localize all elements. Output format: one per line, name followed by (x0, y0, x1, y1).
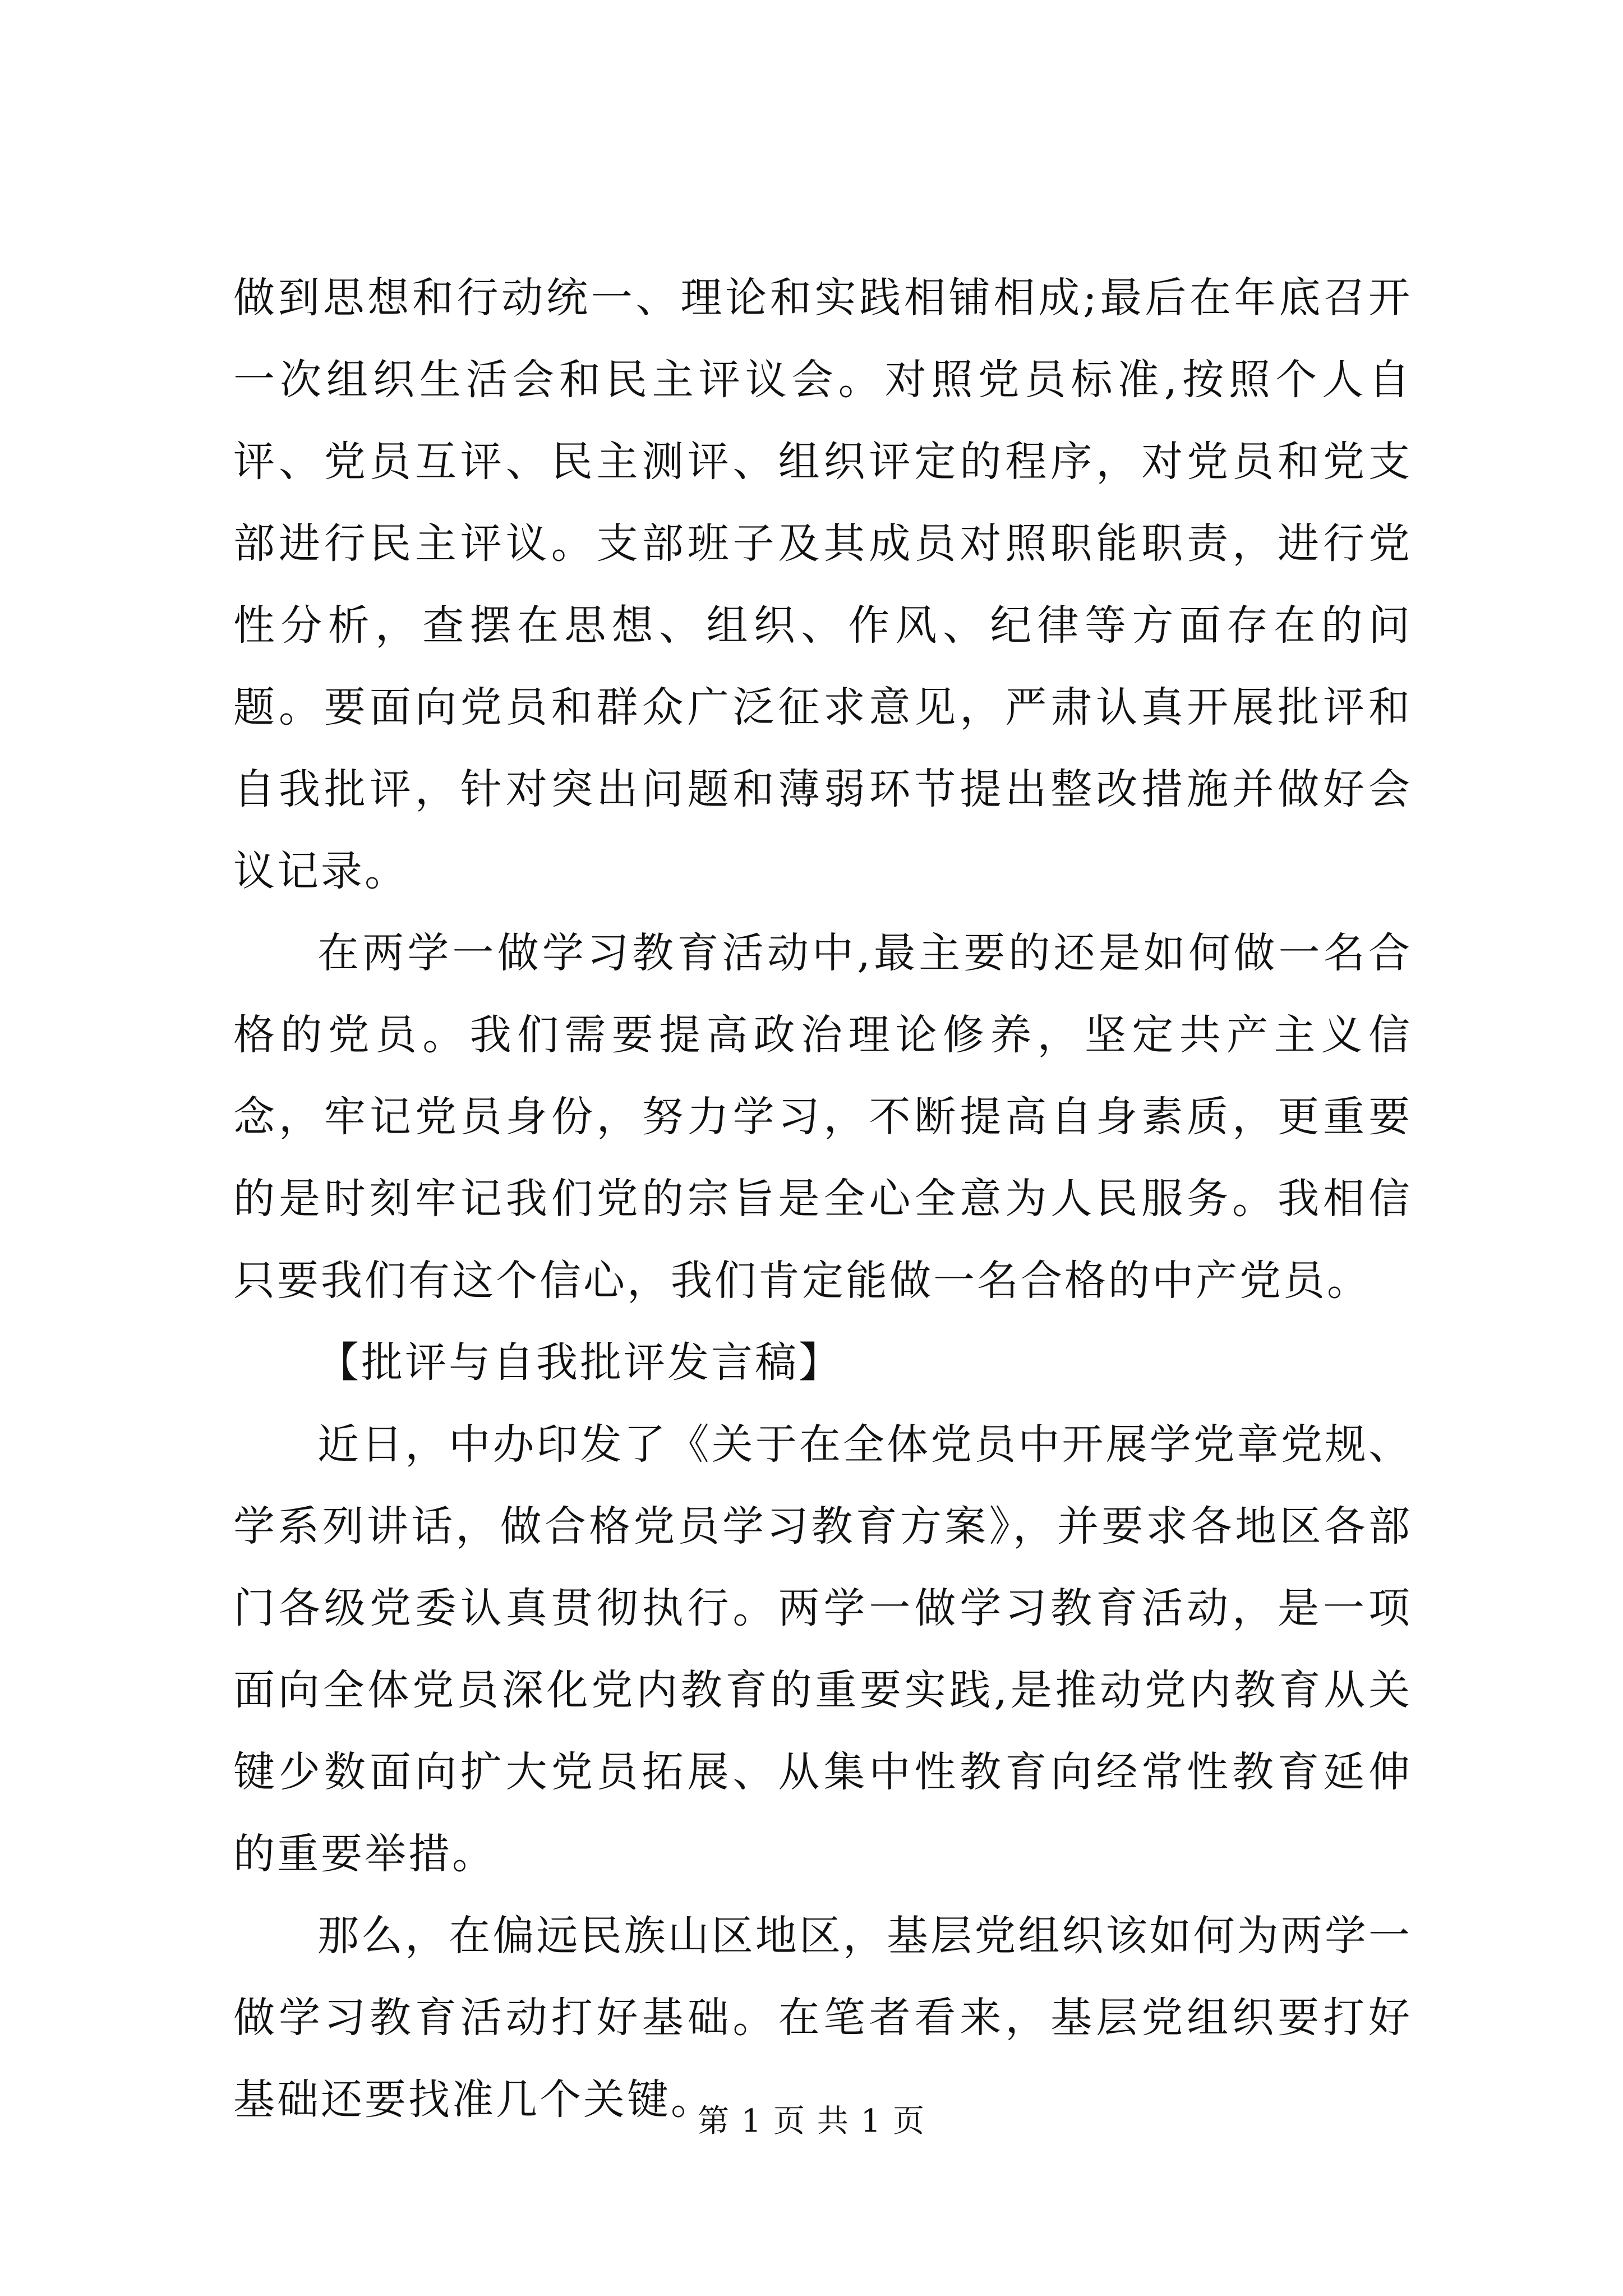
page-number-footer: 第 1 页 共 1 页 (697, 2103, 926, 2139)
document-body (233, 257, 1412, 2141)
section-heading: 【批评与自我批评发言稿】 (317, 1338, 842, 1387)
paragraph-qualified-member: 在两学一做学习教育活动中,最主要的还是如何做一名合格的党员。我们需要提高政治理论修养，坚定共产主义信念，牢记党员身份，努力学习，不断提高自身素质，更重要的是时刻牢记我们党的宗旨是全心全意为人民服务。我相信只要我们有这个信心，我们肯定能做一名合格的中产党员。 (233, 929, 1412, 1305)
paragraph-continuation: 做到思想和行动统一、理论和实践相铺相成;最后在年底召开一次组织生活会和民主评议会。对照党员标准,按照个人自评、党员互评、民主测评、组织评定的程序，对党员和党支部进行民主评议。支部班子及其成员对照职能职责，进行党性分析，查摆在思想、组织、作风、纪律等方面存在的问题。要面向党员和群众广泛征求意见，严肃认真开展批评和自我批评，针对突出问题和薄弱环节提出整改措施并做好会议记录。 (233, 274, 1412, 895)
paragraph-grassroots: 那么，在偏远民族山区地区，基层党组织该如何为两学一做学习教育活动打好基础。在笔者看来，基层党组织要打好基础还要找准几个关键。 (233, 1912, 1412, 2124)
paragraph-notice: 近日，中办印发了《关于在全体党员中开展学党章党规、学系列讲话，做合格党员学习教育方案》，并要求各地区各部门各级党委认真贯彻执行。两学一做学习教育活动，是一项面向全体党员深化党内教育的重要实践,是推动党内教育从关键少数面向扩大党员拓展、从集中性教育向经常性教育延伸的重要举措。 (233, 1420, 1412, 1878)
